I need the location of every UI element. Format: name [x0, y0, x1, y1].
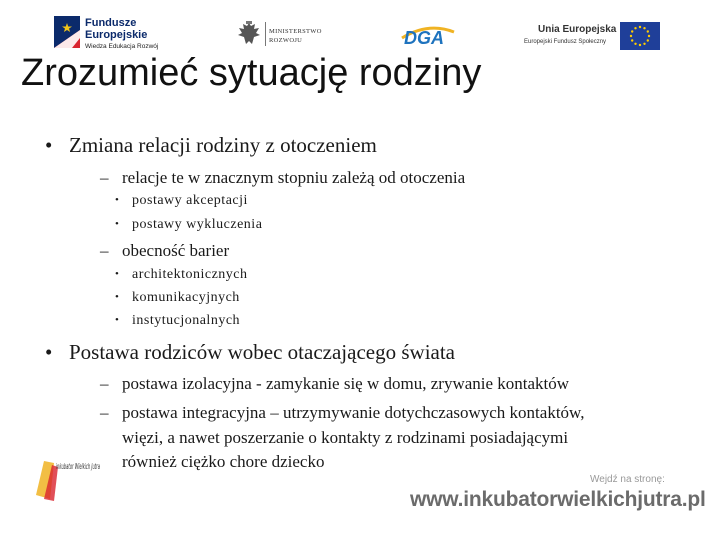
bullet-marker: –: [100, 403, 109, 422]
bullet-text: Zmiana relacji rodziny z otoczeniem: [69, 133, 377, 157]
bullet-marker: •: [45, 340, 53, 364]
bullet-marker: •: [115, 291, 120, 303]
bullet-text: instytucjonalnych: [132, 313, 241, 328]
bullet-text: postawa integracyjna – utrzymywanie dotychczasowych kontaktów,: [122, 403, 585, 422]
bullet-text: postawy wykluczenia: [132, 217, 263, 232]
dga-logo: [398, 20, 458, 50]
unia-europejska-logo: [524, 20, 664, 52]
inkubator-logo: [34, 455, 102, 507]
bullet-marker: •: [115, 194, 120, 206]
header-logos: [0, 0, 720, 60]
slide-title: Zrozumieć sytuację rodziny: [21, 52, 482, 94]
bullet-text: Postawa rodziców wobec otaczającego świata: [69, 340, 455, 364]
ue-line2: Europejski Fundusz Społeczny: [524, 39, 607, 45]
inkubator-logo-graphic: [34, 455, 102, 507]
website-url[interactable]: www.inkubatorwielkichjutra.pl: [410, 488, 706, 511]
bullet-continuation: również ciężko chore dziecko: [122, 452, 325, 471]
bullet-marker: –: [100, 241, 109, 260]
dga-logo-graphic: [398, 20, 458, 50]
bullet-text: obecność barier: [122, 241, 230, 260]
ministerstwo-line1: MINISTERSTWO: [269, 28, 322, 35]
ue-line1: Unia Europejska: [538, 24, 617, 35]
dga-logo-text: DGA: [404, 28, 444, 48]
bullet-marker: –: [100, 374, 109, 393]
bullet-marker: •: [115, 268, 120, 280]
ministerstwo-separator: [265, 22, 266, 46]
bullet-text: komunikacyjnych: [132, 290, 240, 305]
bullet-text: architektonicznych: [132, 267, 248, 282]
fe-line3: Wiedza Edukacja Rozwój: [85, 43, 159, 50]
bullet-marker: •: [45, 133, 53, 157]
bullet-text: postawy akceptacji: [132, 193, 248, 208]
bullet-marker: •: [115, 218, 120, 230]
eu-flag-icon: [620, 22, 660, 50]
fe-flag-icon: [54, 16, 80, 48]
bullet-continuation: więzi, a nawet poszerzanie o kontakty z rodzinami posiadającymi: [122, 428, 569, 447]
fe-line1: Fundusze: [85, 17, 137, 29]
bullet-marker: •: [115, 314, 120, 326]
bullet-marker: –: [100, 168, 109, 187]
eagle-icon: [236, 20, 262, 48]
fe-line2: Europejskie: [85, 29, 148, 41]
ministerstwo-logo: [236, 20, 336, 50]
bullet-text: postawa izolacyjna - zamykanie się w domu, zrywanie kontaktów: [122, 374, 570, 393]
inkubator-logo-text: inkubator Wielkich Jutra: [56, 462, 101, 471]
bullet-text: relacje te w znacznym stopniu zależą od otoczenia: [122, 168, 466, 187]
ministerstwo-line2: ROZWOJU: [269, 37, 303, 44]
visit-label: Wejdź na stronę:: [590, 474, 665, 485]
fundusze-europejskie-logo: [52, 14, 172, 54]
